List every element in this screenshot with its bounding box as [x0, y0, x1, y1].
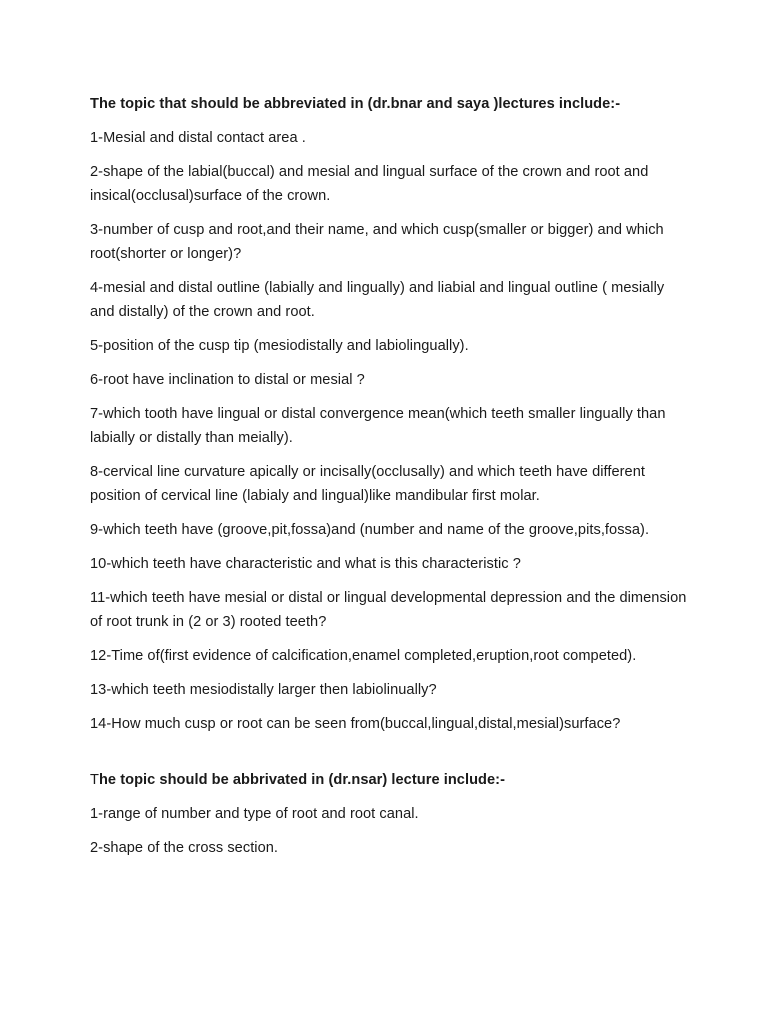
list-item: 2-shape of the labial(buccal) and mesial and lingual surface of the crown and root and insical(occlusal)surface of the crown.: [90, 164, 649, 204]
list-item: 5-position of the cusp tip (mesiodistally and labiolingually).: [90, 338, 469, 354]
list-item: 14-How much cusp or root can be seen from(buccal,lingual,distal,mesial)surface?: [90, 716, 621, 732]
section2-heading-initial: T: [90, 772, 99, 788]
list-item: 13-which teeth mesiodistally larger then labiolinually?: [90, 682, 437, 698]
list-item: 7-which tooth have lingual or distal convergence mean(which teeth smaller lingually than labially or distally than meially).: [90, 406, 666, 446]
list-item: 3-number of cusp and root,and their name, and which cusp(smaller or bigger) and which root(shorter or longer)?: [90, 222, 664, 262]
section1-heading: The topic that should be abbreviated in (dr.bnar and saya )lectures include:-: [90, 96, 621, 112]
list-item: 6-root have inclination to distal or mesial ?: [90, 372, 365, 388]
list-item: 8-cervical line curvature apically or incisally(occlusally) and which teeth have different position of cervical line (labialy and lingual)like mandibular first molar.: [90, 464, 645, 504]
list-item: 4-mesial and distal outline (labially and lingually) and liabial and lingual outline ( mesially and distally) of the crown and root.: [90, 280, 665, 320]
section2-heading: [90, 768, 690, 792]
list-item: 10-which teeth have characteristic and what is this characteristic ?: [90, 556, 521, 572]
document-page: [90, 92, 690, 870]
list-item: 9-which teeth have (groove,pit,fossa)and (number and name of the groove,pits,fossa).: [90, 522, 650, 538]
list-item: 2-shape of the cross section.: [90, 840, 279, 856]
list-item: 11-which teeth have mesial or distal or lingual developmental depression and the dimension of root trunk in (2 or 3) rooted teeth?: [90, 590, 687, 630]
list-item: 12-Time of(first evidence of calcification,enamel completed,eruption,root competed).: [90, 648, 637, 664]
list-item: 1-range of number and type of root and root canal.: [90, 806, 419, 822]
section-spacer: [90, 746, 690, 768]
section2-heading-text: he topic should be abbrivated in (dr.nsar) lecture include:-: [98, 772, 505, 788]
list-item: 1-Mesial and distal contact area .: [90, 130, 306, 146]
